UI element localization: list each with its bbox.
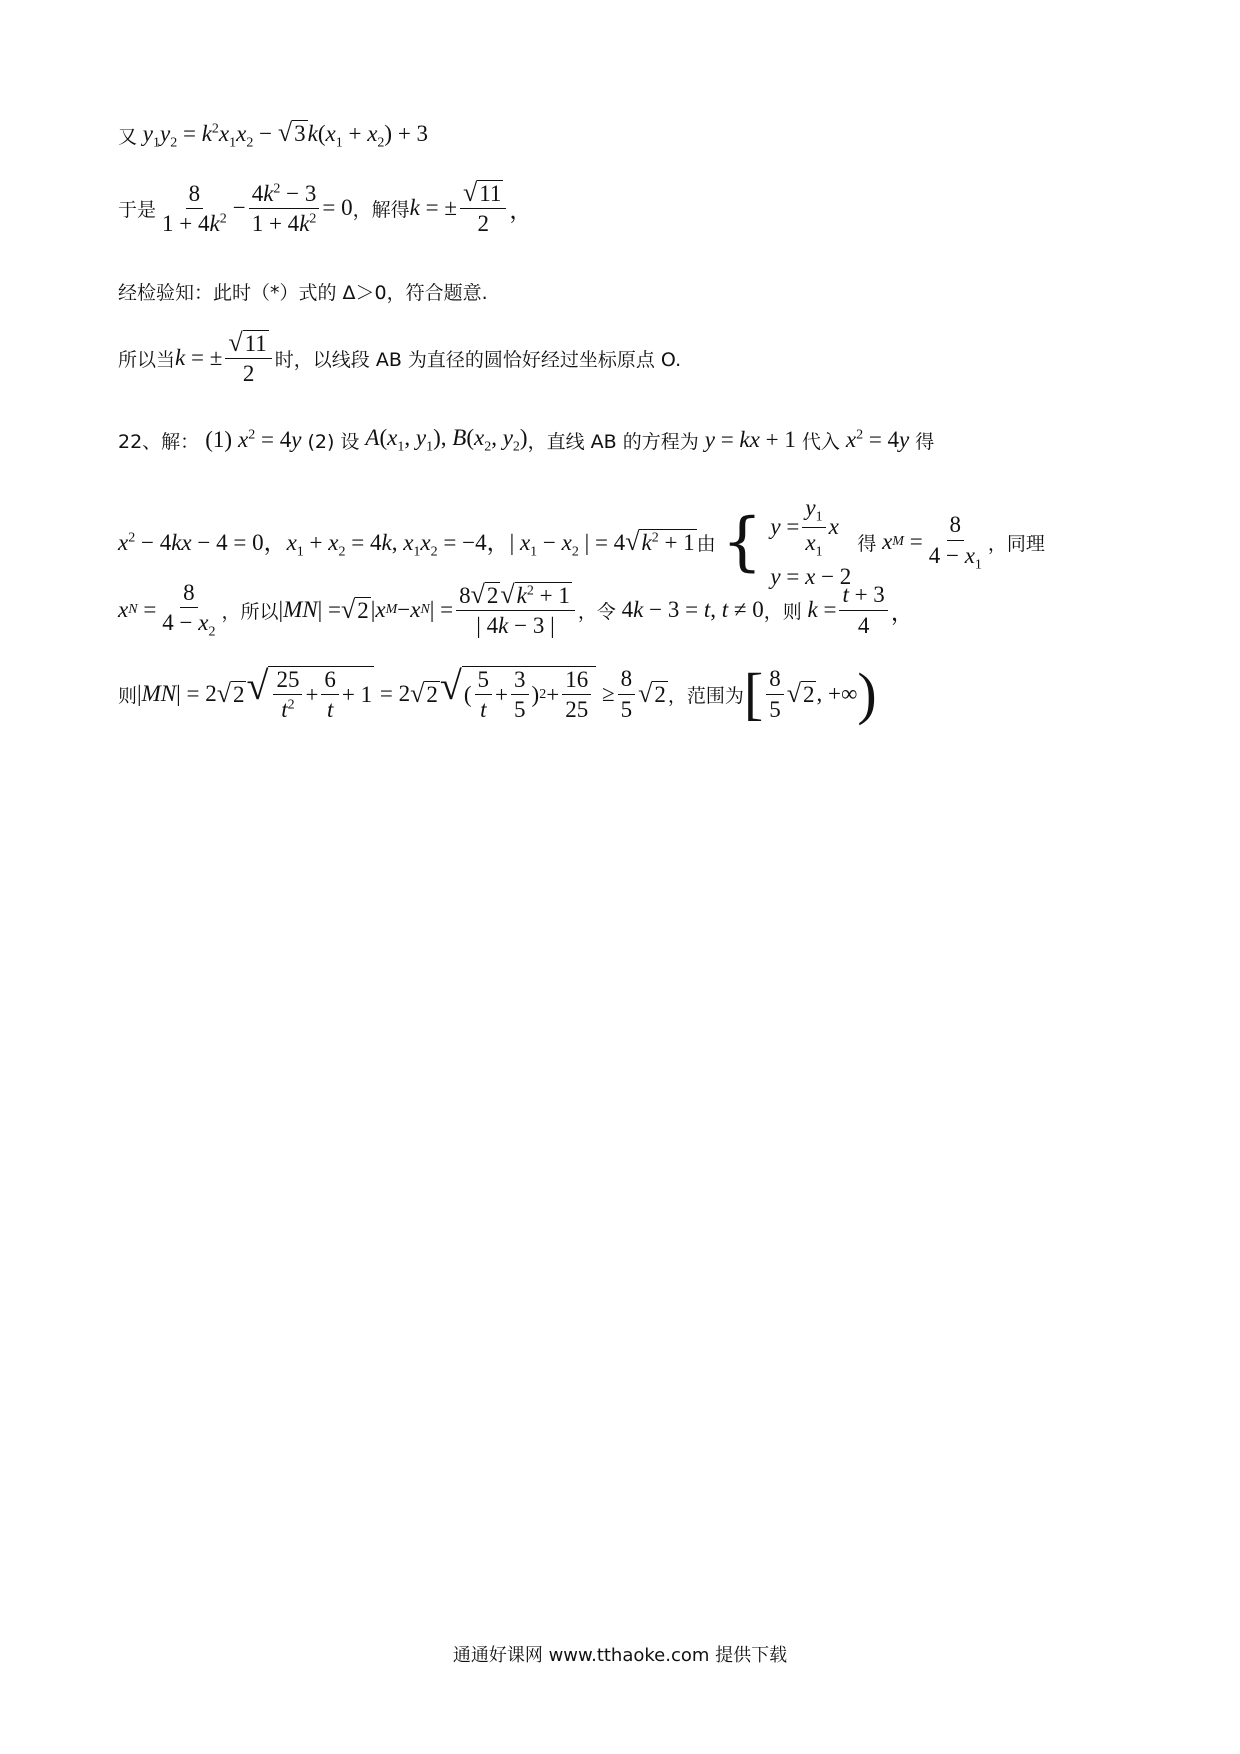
text-yushi: 于是 — [118, 198, 157, 221]
q22-line-3 — [118, 580, 914, 640]
formula-xm: x M = $\frac{8}{4 - x_1}$ — [882, 512, 982, 573]
formula-y1y2: $y_1y_2 = k^2x_1x_2$ − √ 3 $k(x_1 + x_2) + 3$ — [142, 118, 429, 151]
q22-part2-label: (2) 设 — [307, 430, 360, 453]
page-footer: 通通好课网 www.tthaoke.com 提供下载 — [452, 1645, 788, 1666]
q22-text-ze: ，则 — [763, 600, 802, 623]
text-you: 又 — [118, 126, 138, 149]
formula-parabola-2: $x^2 = 4y$ — [845, 427, 910, 453]
formula-k-of-t: k = $\frac{t + 3}{4}$ ， — [807, 582, 914, 638]
text-conclusion: 时，以线段 AB 为直径的圆恰好经过坐标原点 O. — [274, 348, 682, 371]
formula-equation-zero: $\frac{8}{1 + 4k^2}$ − $\frac{4k^2 - 3}{1 + 4k^2}$ = 0 — [162, 180, 353, 236]
formula-k-value-2: k = ± √ 11 2 — [175, 330, 275, 387]
derivation-line-1 — [118, 120, 428, 152]
text-check: 经检验知：此时（*）式的 Δ＞0，符合题意. — [118, 282, 488, 304]
system-of-equations: { y = $\frac{y_1}{x_1}$ x y = x − 2 — [721, 495, 852, 589]
q22-text-you: 由 — [696, 532, 716, 555]
q22-line-1 — [118, 425, 934, 456]
q22-text-tongli: ，同理 — [987, 532, 1045, 555]
q22-text-suoyi: ，所以 — [221, 600, 279, 623]
formula-substitution-t: 4k − 3 = t, t ≠ 0 — [615, 597, 764, 623]
text-jiede: ，解得 — [352, 198, 410, 221]
formula-range-interval: [ $\frac{8}{5}$ √ 2 , +∞ ) — [743, 661, 877, 726]
q22-text-fanwei: ，范围为 — [667, 684, 744, 707]
conclusion-line — [118, 330, 681, 387]
formula-mn-range: | MN | = 2 √ 2 √ $\frac{25}{t^2}$ + $\frac{6}{t}$ + 1 = 2 √ 2 √ ( $\frac{5}{t}$ + $\frac{3}{5}$ ) 2 + $\frac{16}{25}$ ≥ $\frac{8}{5}$ √ 2 — [137, 662, 666, 722]
formula-parabola: $x^2 = 4y$ — [238, 427, 302, 453]
q22-label: 22、解： — [118, 430, 200, 453]
q22-text-substitute: 代入 — [801, 430, 840, 453]
q22-text-de: 得 — [915, 430, 935, 453]
formula-quadratic: $x^2 - 4kx - 4 = 0$，$x_1 + x_2 = 4k$, $x_1x_2 = -4$，| $x_1 - x_2$ | = 4 √ $k^2 + 1$ — [118, 527, 695, 560]
derivation-line-3 — [118, 278, 488, 305]
formula-line-ab: y = kx + 1 — [704, 427, 796, 453]
q22-line-2 — [118, 495, 1045, 590]
q22-line-4 — [118, 661, 877, 726]
q22-text-line-ab: ，直线 AB 的方程为 — [527, 430, 699, 453]
text-suoyi-dang: 所以当 — [118, 348, 176, 371]
q22-part1-label: (1) — [205, 427, 233, 453]
formula-k-value: k = ± √ 11 2 ， — [409, 178, 533, 237]
formula-mn-length: | MN | = √ 2 | x M − x N | = 8 √ 2 √ $k^2 + 1$ | 4k − 3 | — [279, 582, 578, 639]
formula-points-ab: $A(x_1$, $y_1$), $B(x_2$, $y_2$) — [365, 425, 528, 455]
q22-text-de-2: 得 — [857, 532, 877, 555]
q22-text-ze-2: 则 — [118, 684, 138, 707]
derivation-line-2 — [118, 180, 532, 237]
formula-xn: x N = $\frac{8}{4 - x_2}$ — [118, 580, 216, 640]
q22-text-ling: ，令 — [577, 600, 616, 623]
